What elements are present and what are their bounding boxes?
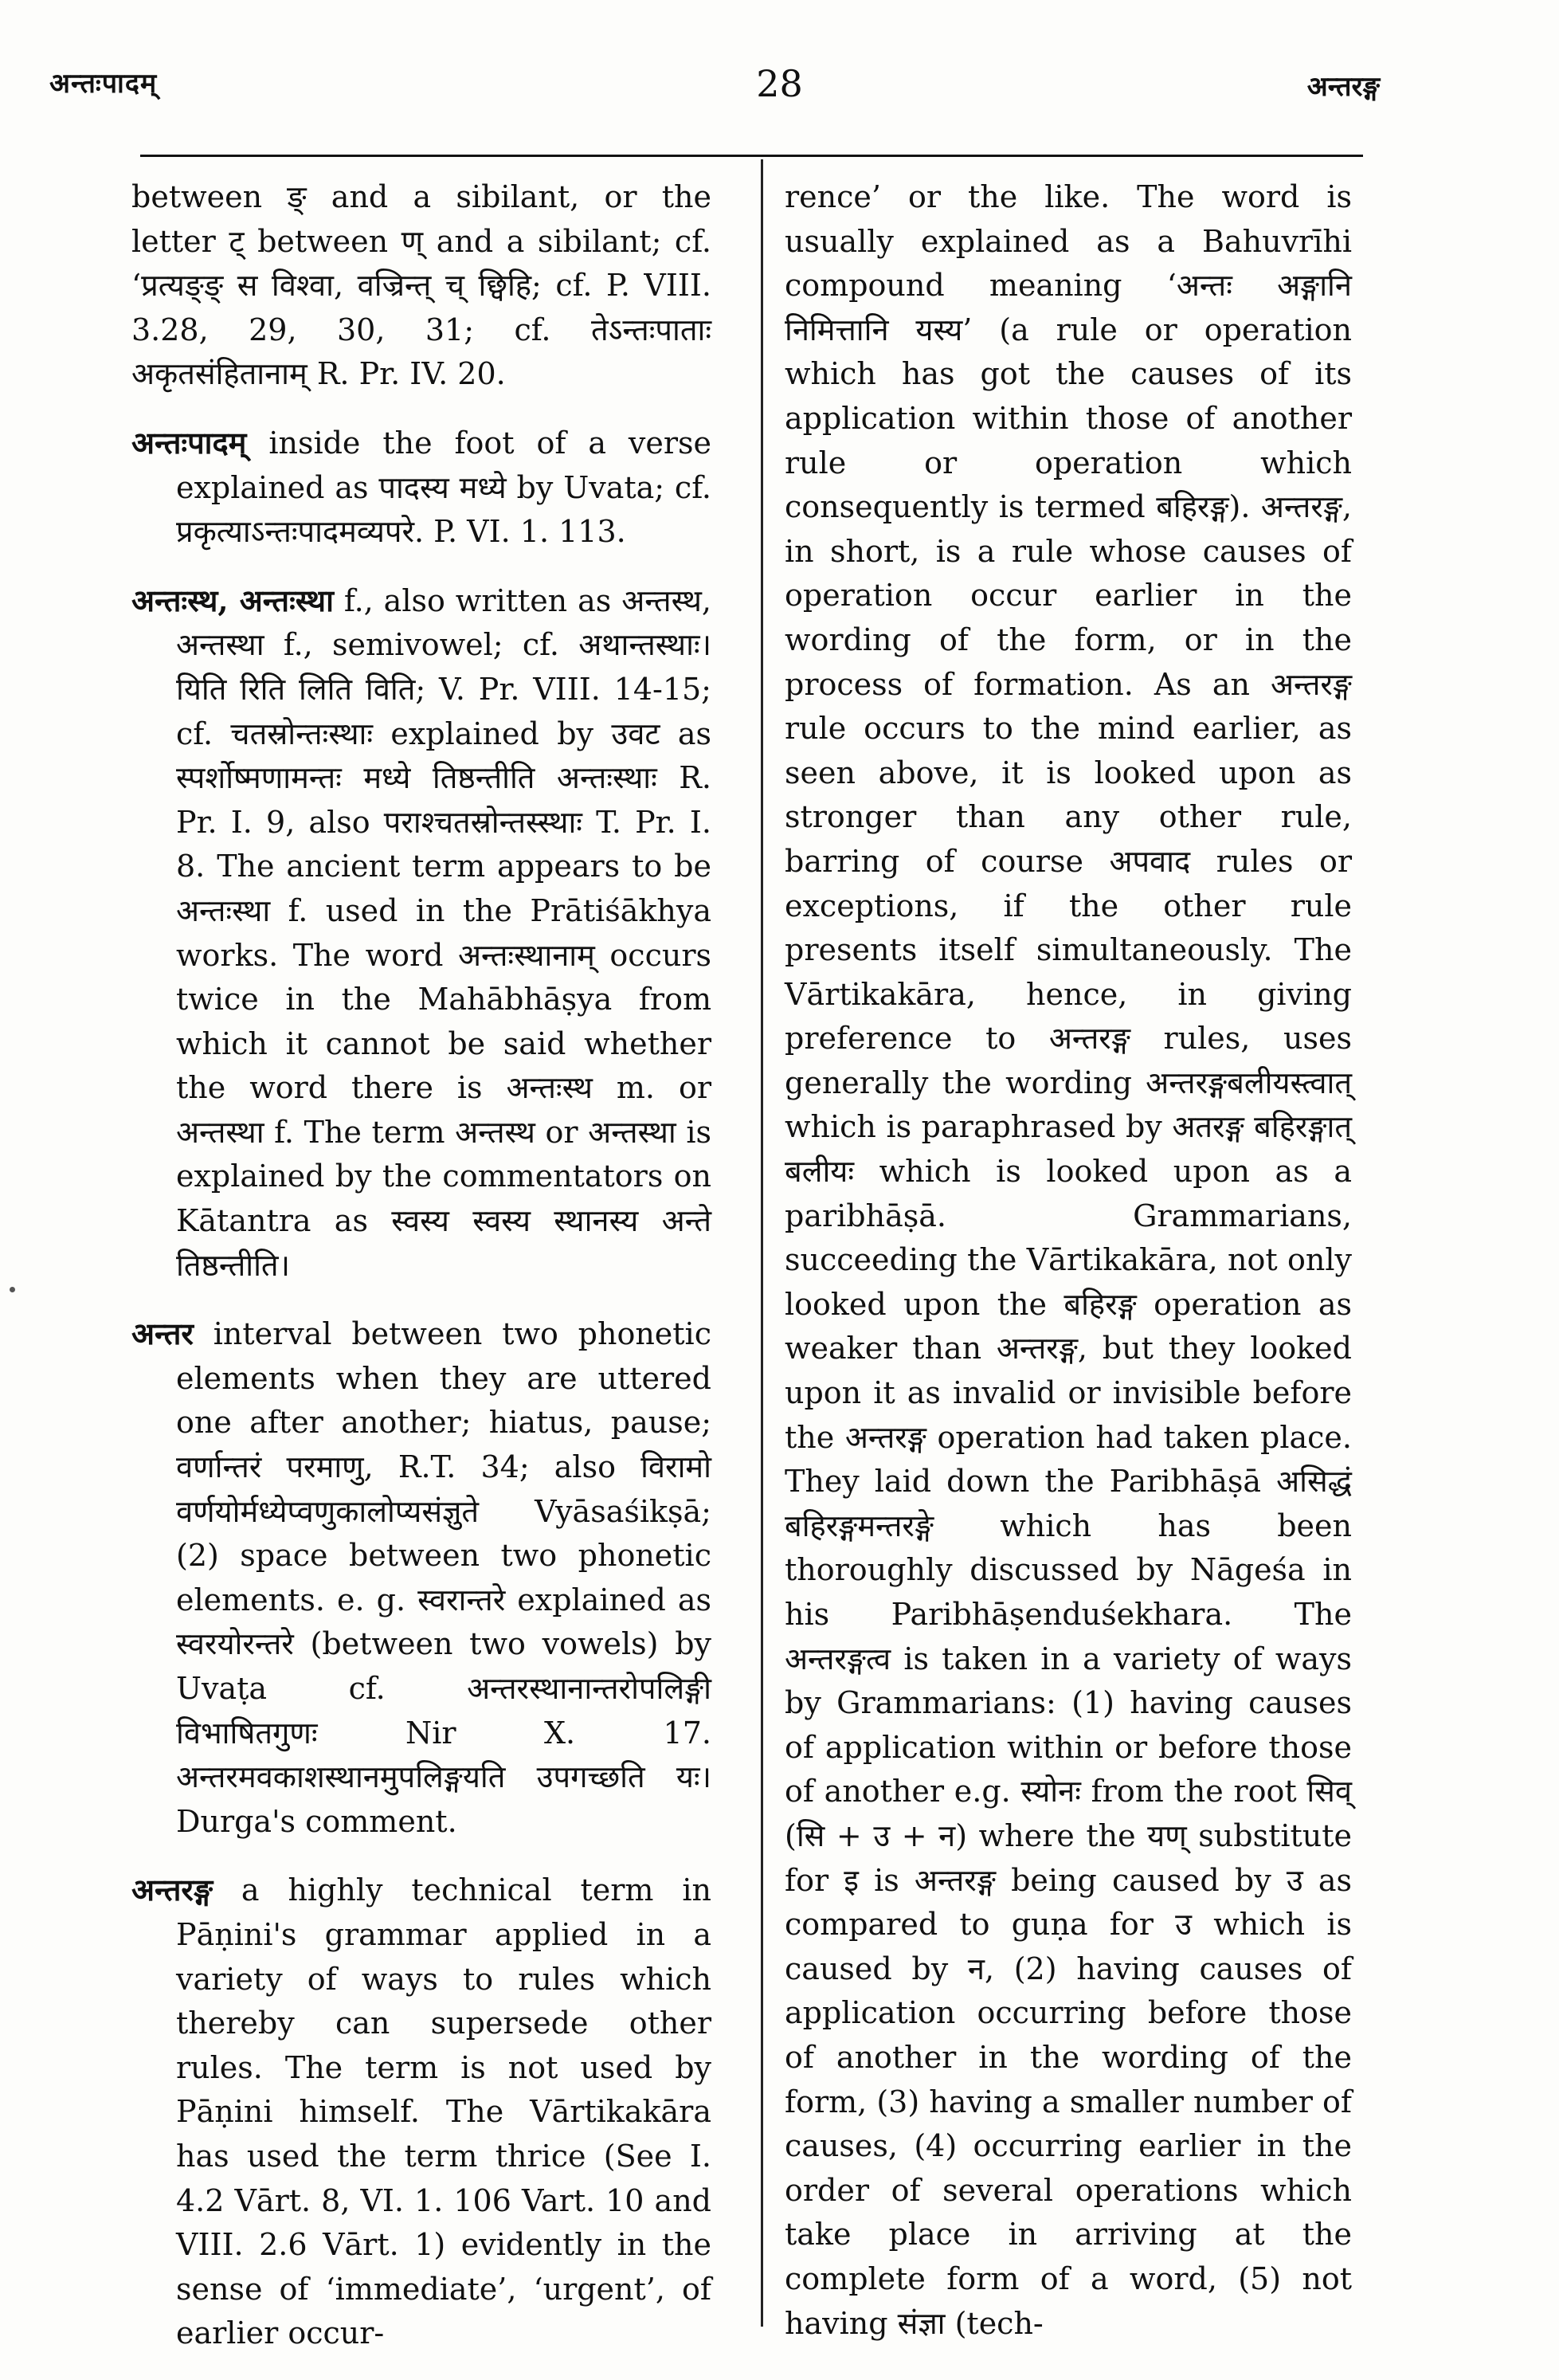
entry-antaranga-continued: rence’ or the like. The word is usually explained as a Bahuvrīhi compound meaning ‘अन्तः अङ्गानि निमित्तानि यस्य’ (a rule or operation which has got the causes of its application within those of another rule or operation which consequently is termed बहिरङ्ग). अन्तरङ्ग, in short, is a rule whose causes of operation occur earlier in the wording of the form, or in the process of formation. As an अन्तरङ्ग rule occurs to the mind earlier, as seen above, it is looked upon as stronger than any other rule, barring of course अपवाद rules or exceptions, if the other rule presents itself simultaneously. The Vārtikakāra, hence, in giving preference to अन्तरङ्ग rules, uses generally the wording अन्तरङ्गबलीयस्त्वात् which is paraphrased by अतरङ्ग बहिरङ्गात् बलीयः which is looked upon as a paribhāṣā. Grammarians, succeeding the Vārtikakāra, not only looked upon the बहिरङ्ग operation as weaker than अन्तरङ्ग, but they looked upon it as invalid or invisible before the अन्तरङ्ग operation had taken place. They laid down the Paribhāṣā असिद्धं बहिरङ्गमन्तरङ्गे which has been thoroughly discussed by Nāgeśa in his Paribhāṣenduśekhara. The अन्तरङ्गत्व is taken in a variety of ways by Grammarians: (1) having causes of application within or before those of another e.g. स्योनः from the root सिव् (सि + उ + न) where the यण् substitute for इ is अन्तरङ्ग being caused by उ as compared to guṇa for उ which is caused by न, (2) having causes of application occurring before those of another in the wording of the form, (3) having a smaller number of causes, (4) occurring earlier in the order of several operations which take place in arriving at the complete form of a word, (5) not having संज्ञा (tech-: [785, 179, 1352, 2341]
column-divider: [761, 159, 763, 2327]
headword: अन्तर: [131, 1315, 194, 1352]
entry-text: f., also written as अन्तस्थ, अन्तस्था f., semivowel; cf. अथान्तस्थाः। यिति रिति लिति विति; V. Pr. VIII. 14-15; cf. चतस्रोन्तःस्थाः explained by उवट as स्पर्शोष्मणामन्तः मध्ये तिष्ठन्तीति अन्तःस्थाः R. Pr. I. 9, also पराश्चतस्रोन्तस्स्थाः T. Pr. I. 8. The ancient term appears to be अन्तःस्था f. used in the Prātiśākhya works. The word अन्तःस्थानाम् occurs twice in the Mahābhāṣya from which it cannot be said whether the word there is अन्तःस्थ m. or अन्तस्था f. The term अन्तस्थ or अन्तस्था is explained by the commentators on Kātantra as स्वस्य स्वस्य स्थानस्य अन्ते तिष्ठन्तीति।: [176, 582, 711, 1283]
entry-text: a highly technical term in Pāṇini's grammar applied in a variety of ways to rules which thereby can supersede other rules. The term is not used by Pāṇini himself. The Vārtikakāra has used the term thrice (See I. 4.2 Vārt. 8, VI. 1. 106 Vart. 10 and VIII. 2.6 Vārt. 1) evidently in the sense of ‘immediate’, ‘urgent’, of earlier occur-: [176, 1872, 711, 2351]
continued-entry: between ङ् and a sibilant, or the letter ट् between ण् and a sibilant; cf. ‘प्रत्यङ्ङ् स विश्वा, वज्रिन्त् च् छ्विहि; cf. P. VIII. 3.28, 29, 30, 31; cf. तेऽन्तःपाताः अकृतसंहितानाम् R. Pr. IV. 20.: [131, 179, 711, 392]
entry-text: inside the foot of a verse explained as पादस्य मध्ये by Uvata; cf. प्रकृत्याऽन्तःपादमव्यपरे. P. VI. 1. 113.: [176, 425, 711, 550]
entry-text: interval between two phonetic elements when they are uttered one after another; hiatus, pause; वर्णान्तरं परमाणु, R.T. 34; also विरामो वर्णयोर्मध्येप्वणुकालोप्यसंज्ञुते Vyāsaśikṣā; (2) space between two phonetic elements. e. g. स्वरान्तरे explained as स्वरयोरन्तरे (between two vowels) by Uvaṭa cf. अन्तरस्थानान्तरोपलिङ्गी विभाषितगुणः Nir X. 17. अन्तरमवकाशस्थानमुपलिङ्गयति उपगच्छति यः। Durga's comment.: [176, 1316, 711, 1839]
headword: अन्तःपादम्: [131, 424, 247, 461]
running-head-right: अन्तरङ्ग: [1306, 71, 1380, 103]
entry-antara: [131, 1312, 711, 1844]
entry-antahstha: [131, 578, 711, 1288]
headword: अन्तःस्थ, अन्तःस्था: [131, 582, 334, 618]
page-number: 28: [756, 62, 803, 105]
running-head-left: अन्तःपादम्: [49, 68, 158, 100]
entry-antaranga: [131, 1868, 711, 2356]
stray-mark: [10, 1287, 15, 1292]
header-rule: [140, 155, 1363, 157]
right-column: [785, 175, 1352, 2370]
headword: अन्तरङ्ग: [131, 1872, 213, 1908]
entry-antahpadam: [131, 421, 711, 555]
left-column: [131, 175, 711, 2380]
